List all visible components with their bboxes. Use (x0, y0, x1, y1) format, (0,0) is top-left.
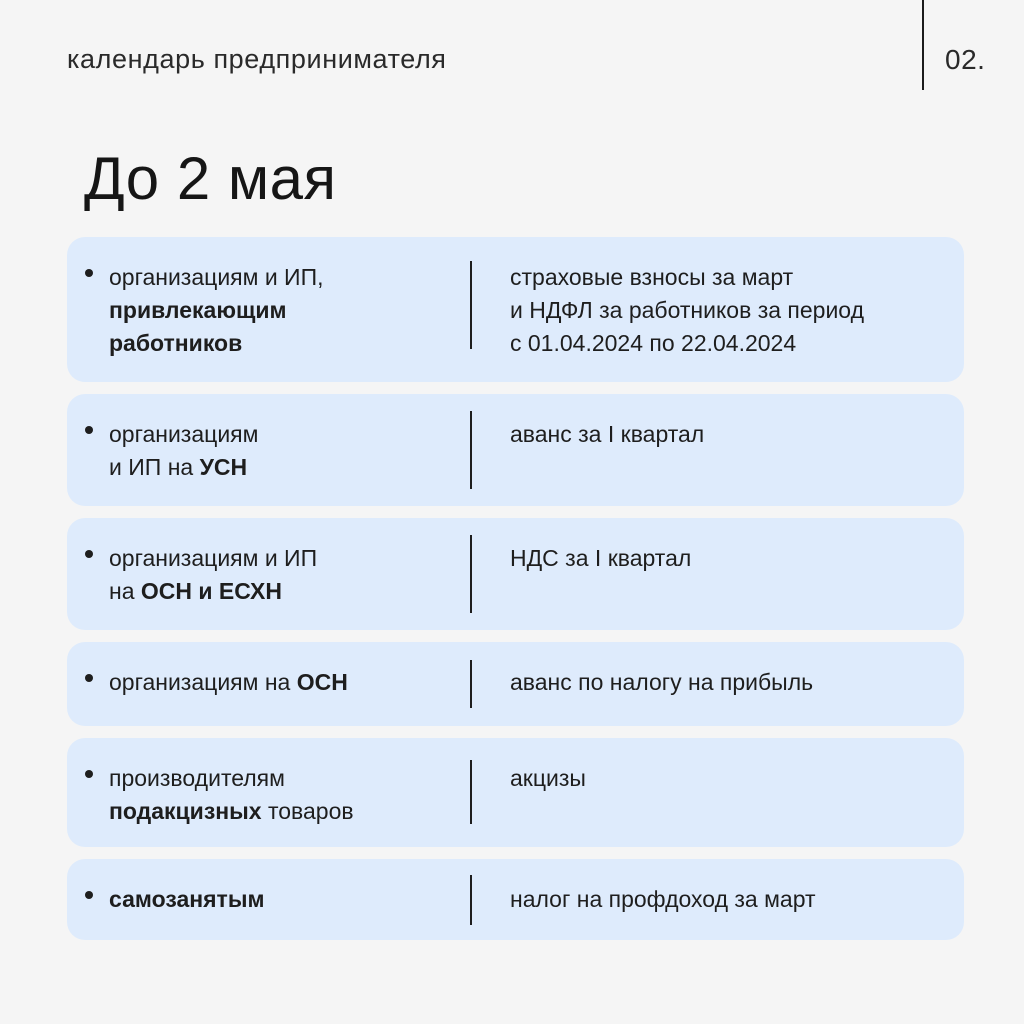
category-line: организациям на (109, 669, 297, 695)
category-emphasis: привлекающим (109, 297, 287, 323)
bullet-icon (85, 426, 93, 434)
page-number: 02. (945, 44, 986, 75)
deadline-card (67, 642, 964, 726)
payment-line: с 01.04.2024 по 22.04.2024 (510, 330, 797, 356)
payment-line: страховые взносы за март (510, 264, 794, 290)
deadline-card (67, 394, 964, 506)
payment-line: и НДФЛ за работников за период (510, 297, 865, 323)
deadline-card (67, 859, 964, 940)
payment-line: налог на профдоход за март (510, 886, 816, 912)
column-divider (470, 411, 472, 489)
category-emphasis: работников (109, 330, 243, 356)
payment-line: НДС за I квартал (510, 545, 692, 571)
deadline-card (67, 738, 964, 847)
payment-description (510, 666, 950, 699)
payment-description (510, 762, 950, 795)
category-line: организациям и ИП, (109, 264, 324, 290)
category-emphasis: ОСН (296, 669, 348, 695)
column-divider (470, 535, 472, 613)
header-label: календарь предпринимателя (67, 44, 447, 74)
payment-description (510, 418, 950, 451)
deadline-card (67, 237, 964, 382)
bullet-icon (85, 770, 93, 778)
taxpayer-category (109, 666, 449, 699)
page-title: До 2 мая (84, 145, 337, 212)
payment-line: акцизы (510, 765, 586, 791)
taxpayer-category (109, 261, 449, 360)
column-divider (470, 660, 472, 708)
category-line: и ИП на (109, 454, 200, 480)
column-divider (470, 760, 472, 824)
bullet-icon (85, 550, 93, 558)
payment-line: аванс за I квартал (510, 421, 705, 447)
deadline-card (67, 518, 964, 630)
payment-line: аванс по налогу на прибыль (510, 669, 814, 695)
taxpayer-category (109, 762, 449, 828)
bullet-icon (85, 674, 93, 682)
column-divider (470, 875, 472, 925)
payment-description (510, 261, 950, 360)
category-line: организациям (109, 421, 259, 447)
category-emphasis: подакцизных (109, 798, 262, 824)
taxpayer-category (109, 418, 449, 484)
category-line: товаров (261, 798, 354, 824)
header-divider (922, 0, 924, 90)
bullet-icon (85, 891, 93, 899)
category-line: на (109, 578, 141, 604)
payment-description (510, 883, 950, 916)
taxpayer-category (109, 542, 449, 608)
category-emphasis: ОСН и ЕСХН (140, 578, 282, 604)
taxpayer-category (109, 883, 449, 916)
category-line: организациям и ИП (109, 545, 318, 571)
category-emphasis: УСН (199, 454, 248, 480)
category-line: производителям (109, 765, 285, 791)
payment-description (510, 542, 950, 575)
column-divider (470, 261, 472, 349)
category-emphasis: самозанятым (109, 886, 265, 912)
bullet-icon (85, 269, 93, 277)
